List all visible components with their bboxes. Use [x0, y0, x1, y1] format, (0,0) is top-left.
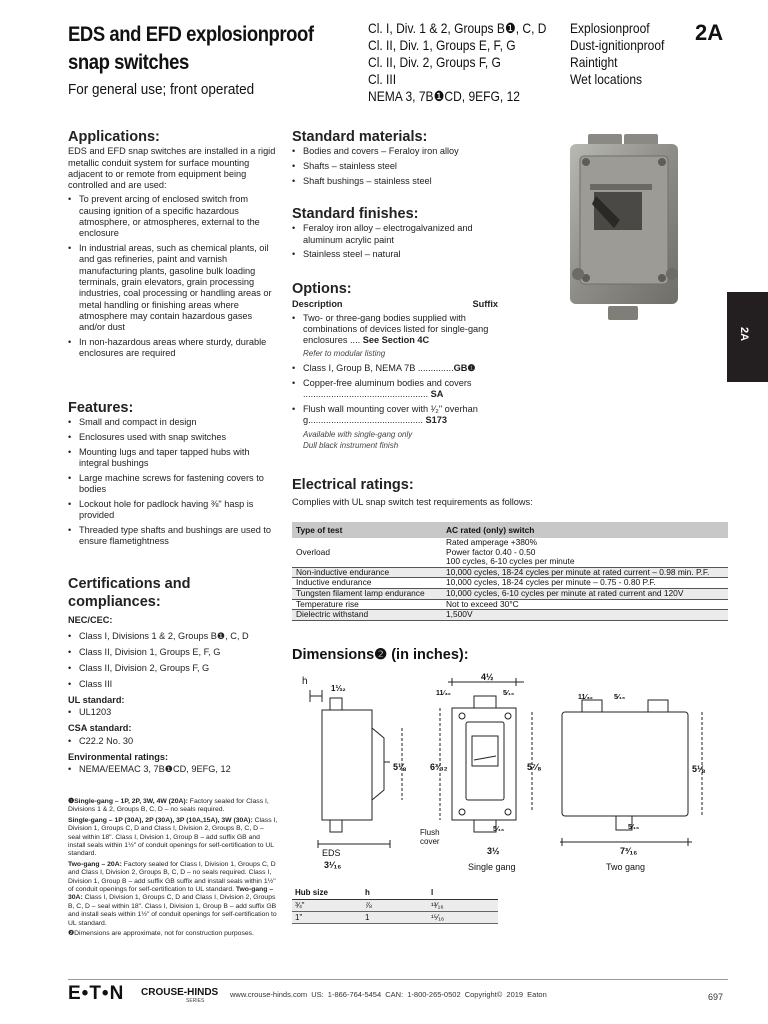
applications-intro: EDS and EFD snap switches are installed in a rigid metallic conduit system for surface mounting adjacent to or remote from equipment being controlled and are used:: [68, 146, 276, 191]
option-item: [292, 363, 498, 374]
certifications-section: [68, 575, 278, 779]
table-cell: Not to exceed 30°C: [442, 599, 728, 610]
ratings-section: [292, 477, 728, 509]
page-title: [68, 20, 326, 76]
list-item: • Mounting lugs and taper tapped hubs with integral bushings: [68, 447, 278, 470]
section-tab-label: 2A: [738, 326, 751, 342]
options-col-suffix: Suffix: [472, 299, 498, 310]
footnote-text: Factory sealed for Class I, Division 1, Groups C, D and Class I, Division 2, Groups B, C, D – no seals required. Class I, Division 1, Group B – add suffix GB suffix and install seals within 1½" of conduit openings for self-certification to UL standard.: [68, 860, 276, 894]
footnote-lead: Two-gang – 20A:: [68, 860, 122, 868]
footnote-text: Class I, Division 1, Groups C, D and Class I, Division 2, Groups B, C, D – seal within 18". Class I, Division 1, Group B – add suffix GB and install seals within 1½" of conduit openings for self-certification to UL standard.: [68, 894, 277, 927]
table-cell: Inductive endurance: [292, 578, 442, 589]
table-cell: ¾": [292, 900, 362, 912]
ratings-intro: Complies with UL snap switch test requirements as follows:: [292, 497, 533, 508]
hazard-line: Cl. II, Div. 1, Groups E, F, G: [368, 37, 516, 53]
hazard-classifications: [368, 20, 547, 105]
footer-contact[interactable]: www.crouse-hinds.com US: 1-866-764-5454 CAN: 1-800-265-0502 Copyright© 2019 Eaton: [230, 990, 547, 999]
table-cell: 1,500V: [442, 610, 728, 621]
table-cell: [442, 538, 728, 567]
options-header-row: [292, 299, 498, 310]
table-cell: 10,000 cycles, 6-10 cycles per minute at rated current and 120V: [442, 588, 728, 599]
side-dim-top: 1⅓₂: [331, 684, 346, 693]
footnote-lead: ❶Single-gang – 1P, 2P, 3W, 4W (20A):: [68, 798, 188, 805]
list-item: • In industrial areas, such as chemical plants, oil and gas refineries, paint and varnish manufacturing plants, gasoline bulk loading terminals, grain elevators, grain processing industries, coal processing or handling areas or metal handling or finishing areas where atmosphere may contain hazardous gases and/or dust: [68, 243, 276, 333]
list-item: • Large machine screws for fastening covers to bodies: [68, 473, 278, 496]
hazard-line: Cl. II, Div. 2, Groups F, G: [368, 54, 501, 70]
certifications-heading-line: Certifications and: [68, 576, 191, 592]
list-item: • Shaft bushings – stainless steel: [292, 176, 502, 187]
footnote-text: Class I, Division 1, Groups C, D and Class I, Division 2, Groups B, C, D – seal within 18". Class I, Division 1, Group B – add suffix GB and install seals within 1½" of conduit openings for self-certification to UL standard.: [68, 816, 278, 858]
table-cell: Temperature rise: [292, 599, 442, 610]
env-line: Explosionproof: [570, 20, 650, 36]
list-item: • Class II, Division 2, Groups F, G: [68, 662, 278, 675]
single-dim-bot-a: 5⁄₁₆: [493, 826, 505, 833]
single-dim-left: 6³⁄₃₂: [430, 762, 448, 772]
overload-line: Rated amperage +380%: [446, 537, 538, 547]
option-suffix: GB❶: [453, 363, 476, 374]
nec-list: [68, 630, 278, 691]
env-ratings-label: Environmental ratings:: [68, 751, 169, 762]
option-description: Two- or three-gang bodies supplied with combinations of devices listed for single-gang enclosures ....: [303, 312, 489, 346]
single-dim-tr: 5⁄₁₆: [503, 690, 515, 697]
options-col-description: Description: [292, 299, 343, 310]
table-row: [292, 599, 728, 610]
table-cell: ¹⁵⁄₁₆: [428, 912, 498, 924]
table-row: [292, 912, 498, 924]
option-suffix: S173: [425, 415, 448, 426]
list-item: • UL1203: [68, 706, 278, 719]
footnote-2: [68, 861, 278, 928]
table-cell: 1": [292, 912, 362, 924]
env-ratings-list: [68, 763, 278, 776]
table-row: [292, 538, 728, 567]
certifications-heading: [68, 575, 278, 611]
side-dim-h: h: [302, 676, 308, 687]
side-dim-right: 5⅛: [393, 762, 406, 772]
hub-col-size: Hub size: [292, 886, 362, 900]
applications-section: [68, 129, 276, 363]
csa-list: [68, 735, 278, 748]
applications-list: [68, 194, 276, 359]
features-list: [68, 417, 278, 547]
option-item: [292, 313, 498, 360]
csa-label: CSA standard:: [68, 723, 132, 733]
env-line: Raintight: [570, 54, 618, 70]
footnote-lead: Single-gang – 1P (30A), 2P (30A), 3P (10A,15A), 3W (30A):: [68, 816, 253, 824]
two-dim-bot-a: 5⁄₁₆: [628, 824, 640, 831]
title-line-2: snap switches: [68, 50, 189, 74]
eaton-logo: E•T•N: [68, 983, 125, 1004]
table-cell: ⅞: [362, 900, 428, 912]
list-item: • Class III: [68, 678, 278, 691]
features-section: [68, 400, 278, 551]
side-dim-bottom: 3¹⁄₁₆: [324, 860, 342, 870]
two-dim-tr: 5⁄₁₆: [614, 694, 626, 701]
table-cell: Overload: [292, 538, 442, 567]
env-line: Wet locations: [570, 71, 643, 87]
materials-list: [292, 146, 502, 187]
hazard-line: NEMA 3, 7B❶CD, 9EFG, 12: [368, 88, 520, 104]
ratings-col-ac: AC rated (only) switch: [442, 522, 728, 538]
option-note: Available with single-gang only: [303, 429, 413, 439]
materials-heading: Standard materials:: [292, 129, 428, 145]
list-item: • Stainless steel – natural: [292, 249, 502, 260]
footnote-text: Factory sealed for Class I, Divisions 1 & 2, Groups B, C, D – no seals required.: [68, 798, 269, 814]
option-description: Flush wall mounting cover with ¹⁄₂" overhang.............................................: [303, 404, 478, 426]
table-cell: Non-inductive endurance: [292, 567, 442, 578]
single-dim-right: 5⁷⁄₈: [527, 762, 542, 772]
footnote-1b: [68, 817, 278, 859]
options-heading: Options:: [292, 281, 352, 297]
list-item: • C22.2 No. 30: [68, 735, 278, 748]
table-row: [292, 610, 728, 621]
environment-ratings: [570, 20, 664, 88]
option-note: Dull black instrument finish: [303, 441, 399, 451]
overload-line: Power factor 0.40 - 0.50: [446, 546, 536, 557]
page-number: 697: [708, 992, 724, 1002]
list-item: • Lockout hole for padlock having ⅜" hasp is provided: [68, 499, 278, 522]
ratings-heading: Electrical ratings:: [292, 477, 414, 493]
page-subtitle: For general use; front operated: [68, 81, 255, 98]
footnote-1: [68, 798, 278, 815]
finishes-heading: Standard finishes:: [292, 206, 419, 222]
list-item: • Class II, Division 1, Groups E, F, G: [68, 646, 278, 659]
brand-series: SERIES: [186, 998, 205, 1004]
two-dim-bot-b: 7³⁄₁₆: [620, 846, 638, 856]
table-row: [292, 900, 498, 912]
side-label: EDS: [322, 848, 341, 858]
footnote-lead: Two-gang – 30A:: [68, 886, 274, 902]
section-tab[interactable]: [727, 292, 768, 382]
certifications-heading-line: compliances:: [68, 594, 161, 610]
option-item: [292, 378, 498, 401]
hub-col-h: h: [362, 886, 428, 900]
table-row: [292, 567, 728, 578]
list-item: • To prevent arcing of enclosed switch from causing ignition of a specific hazardous atmosphere, or atmospheres, external to the enclosure: [68, 194, 276, 239]
option-reference: See Section 4C: [362, 335, 430, 346]
two-dim-tl: 11⁄₃₂: [578, 694, 593, 701]
brand-name: CROUSE-HINDS: [141, 987, 219, 998]
single-dim-top: 4½: [481, 672, 494, 682]
table-cell: 10,000 cycles, 18-24 cycles per minute at rated current – 0.98 min. P.F.: [442, 567, 728, 578]
dimensions-heading: [292, 647, 469, 663]
materials-section: [292, 129, 502, 191]
table-cell: Dielectric withstand: [292, 610, 442, 621]
list-item: • NEMA/EEMAC 3, 7B❶CD, 9EFG, 12: [68, 763, 278, 776]
list-item: • Threaded type shafts and bushings are used to ensure flametightness: [68, 525, 278, 548]
footer-rule: [68, 979, 728, 980]
hub-col-l: l: [428, 886, 498, 900]
side-flush-label: Flush cover: [420, 828, 440, 846]
option-description: Class I, Group B, NEMA 7B ..............: [303, 363, 454, 374]
title-line-1: EDS and EFD explosionproof: [68, 22, 314, 46]
single-label: Single gang: [468, 862, 516, 872]
hub-table: [292, 886, 498, 924]
table-cell: Tungsten filament lamp endurance: [292, 588, 442, 599]
option-suffix: SA: [430, 389, 444, 400]
table-row: [292, 588, 728, 599]
list-item: • Small and compact in design: [68, 417, 278, 428]
overload-line: 100 cycles, 6-10 cycles per minute: [446, 556, 575, 567]
applications-heading: Applications:: [68, 129, 160, 145]
list-item: • Feraloy iron alloy – electrogalvanized and aluminum acrylic paint: [292, 223, 502, 246]
list-item: • Enclosures used with snap switches: [68, 432, 278, 443]
ul-list: [68, 706, 278, 719]
ratings-header-row: [292, 522, 728, 538]
side-view-drawing: [292, 672, 422, 882]
footnotes: [68, 798, 278, 941]
list-item: • In non-hazardous areas where sturdy, durable enclosures are required: [68, 337, 276, 360]
footnote-3: ❷Dimensions are approximate, not for construction purposes.: [68, 930, 254, 938]
single-dim-tl: 11⁄₃₂: [436, 690, 451, 697]
two-label: Two gang: [606, 862, 646, 872]
hazard-line: Cl. I, Div. 1 & 2, Groups B❶, C, D: [368, 20, 547, 36]
ul-label: UL standard:: [68, 694, 125, 705]
options-list: [292, 313, 498, 452]
section-number: 2A: [695, 20, 724, 45]
ratings-table: [292, 522, 728, 621]
list-item: • Class I, Divisions 1 & 2, Groups B❶, C, D: [68, 630, 278, 643]
hub-header-row: [292, 886, 498, 900]
table-cell: 1: [362, 912, 428, 924]
option-note: Refer to modular listing: [303, 349, 386, 359]
table-cell: ¹³⁄₁₆: [428, 900, 498, 912]
finishes-list: [292, 223, 502, 260]
table-row: [292, 578, 728, 589]
option-item: [292, 404, 498, 451]
single-dim-bot-b: 3½: [487, 846, 500, 856]
list-item: • Bodies and covers – Feraloy iron alloy: [292, 146, 502, 157]
finishes-section: [292, 206, 502, 264]
product-photo: [560, 134, 690, 324]
option-description: Copper-free aluminum bodies and covers .................................................: [303, 378, 472, 400]
ratings-col-test: Type of test: [292, 522, 442, 538]
options-section: [292, 281, 498, 455]
features-heading: Features:: [68, 400, 134, 416]
hazard-line: Cl. III: [368, 71, 397, 87]
nec-label: NEC/CEC:: [68, 615, 113, 625]
dimensions-heading-text: Dimensions❷ (in inches):: [292, 647, 469, 663]
env-line: Dust-ignitionproof: [570, 37, 665, 53]
table-cell: 10,000 cycles, 18-24 cycles per minute – 0.75 - 0.80 P.F.: [442, 578, 728, 589]
list-item: • Shafts – stainless steel: [292, 161, 502, 172]
two-dim-right: 5⅛: [692, 764, 705, 774]
